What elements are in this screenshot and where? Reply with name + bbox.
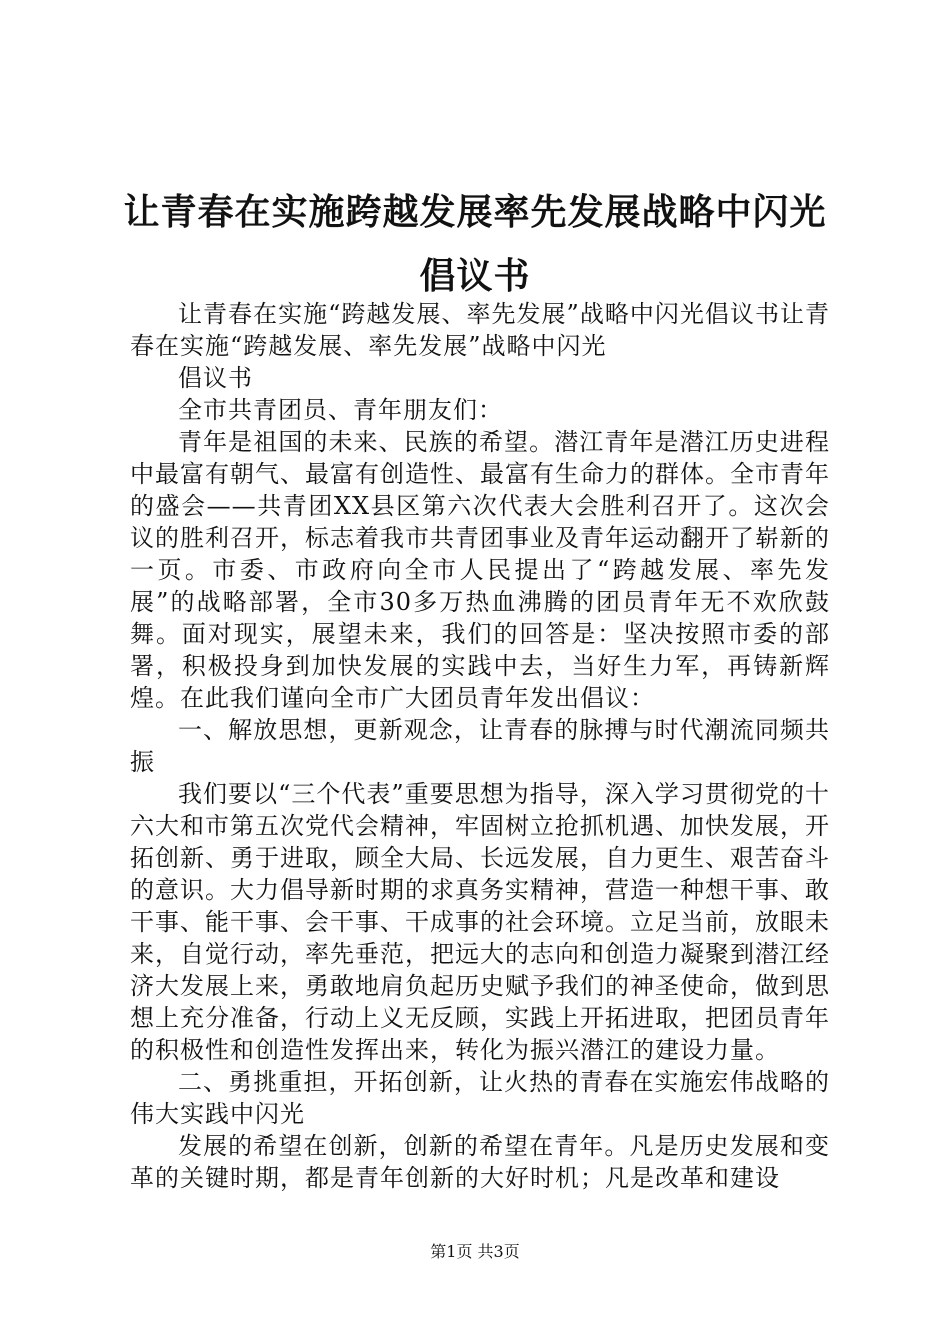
paragraph: 倡议书 <box>178 364 253 392</box>
paragraph: 让青春在实施“跨越发展、率先发展”战略中闪光倡议书让青春在实施“跨越发展、率先发展”战略中闪光 <box>130 300 830 360</box>
document-title: 让青春在实施跨越发展率先发展战略中闪光倡议书 <box>123 191 827 297</box>
paragraph: 青年是祖国的未来、民族的希望。潜江青年是潜江历史进程中最富有朝气、最富有创造性、最富有生命力的群体。全市青年的盛会——共青团XX县区第六次代表大会胜利召开了。这次会议的胜利召开，标志着我市共青团事业及青年运动翻开了崭新的一页。市委、市政府向全市人民提出了“跨越发展、率先发展”的战略部署，全市30多万热血沸腾的团员青年无不欢欣鼓舞。面对现实，展望未来，我们的回答是：坚决按照市委的部署，积极投身到加快发展的实践中去，当好生力军，再铸新辉煌。在此我们谨向全市广大团员青年发出倡议： <box>130 428 830 712</box>
section-heading: 二、勇挑重担，开拓创新，让火热的青春在实施宏伟战略的伟大实践中闪光 <box>130 1068 830 1128</box>
document-body <box>130 298 830 1194</box>
page-number: 第1页 共3页 <box>430 1242 520 1261</box>
paragraph: 发展的希望在创新，创新的希望在青年。凡是历史发展和变革的关键时期，都是青年创新的大好时机；凡是改革和建设 <box>130 1132 830 1192</box>
paragraph: 我们要以“三个代表”重要思想为指导，深入学习贯彻党的十六大和市第五次党代会精神，牢固树立抢抓机遇、加快发展，开拓创新、勇于进取，顾全大局、长远发展，自力更生、艰苦奋斗的意识。大力倡导新时期的求真务实精神，营造一种想干事、敢干事、能干事、会干事、干成事的社会环境。立足当前，放眼未来，自觉行动，率先垂范，把远大的志向和创造力凝聚到潜江经济大发展上来，勇敢地肩负起历史赋予我们的神圣使命，做到思想上充分准备，行动上义无反顾，实践上开拓进取，把团员青年的积极性和创造性发挥出来，转化为振兴潜江的建设力量。 <box>130 780 830 1064</box>
section-heading: 一、解放思想，更新观念，让青春的脉搏与时代潮流同频共振 <box>130 716 830 776</box>
paragraph: 全市共青团员、青年朋友们： <box>178 396 503 424</box>
